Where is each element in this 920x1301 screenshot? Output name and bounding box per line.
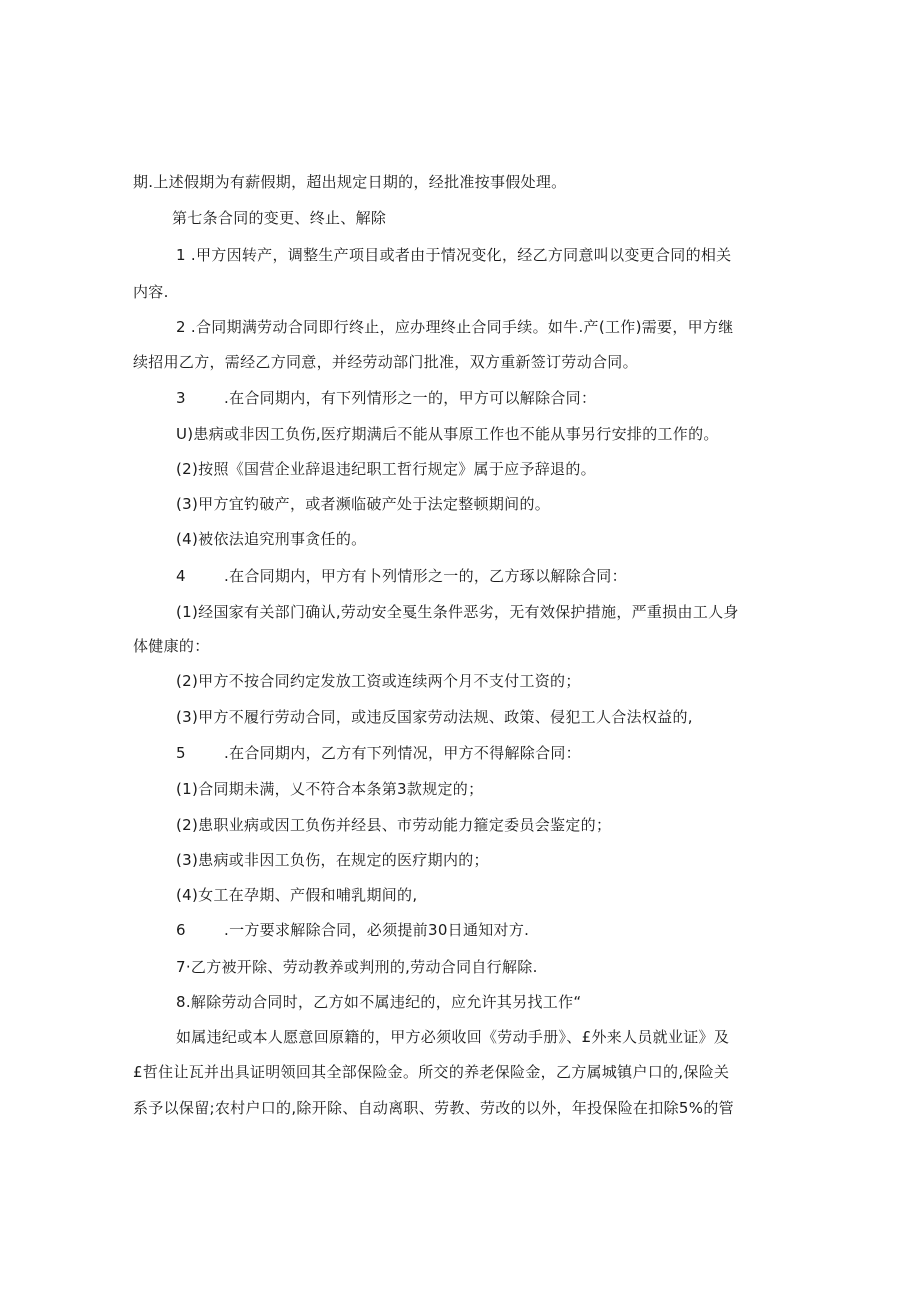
clause-text: .一方要求解除合同，必须提前30日通知对方. xyxy=(224,921,530,939)
text-line: (2)甲方不按合同约定发放工资或连续两个月不支付工资的； xyxy=(176,672,581,690)
text-line: (3)甲方宜钓破产，或者濒临破产处于法定整顿期间的。 xyxy=(176,495,551,513)
clause-number: 3 xyxy=(176,389,186,407)
section-heading: 第七条合同的变更、终止、解除 xyxy=(172,209,387,227)
text-line: (4)被依法追究刑事贪任的。 xyxy=(176,530,367,548)
text-line: (3)患病或非因工负伤，在规定的医疗期内的； xyxy=(176,851,489,869)
text-line: (4)女工在孕期、产假和哺乳期间的, xyxy=(176,886,418,904)
text-line: 期.上述假期为有薪假期，超出规定日期的，经批准按事假处理。 xyxy=(133,173,567,191)
clause-number: 4 xyxy=(176,567,186,585)
text-line: 2 .合同期满劳动合同即行终止，应办理终止合同手续。如牛.产(工作)需要，甲方继 xyxy=(176,318,734,336)
text-line: U)患病或非因工负伤,医疗期满后不能从事原工作也不能从事另行安排的工作的。 xyxy=(176,425,719,443)
text-line: £哲住让瓦并出具证明领回其全部保险金。所交的养老保险金，乙方属城镇户口的,保险关 xyxy=(133,1063,730,1081)
clause-text: .在合同期内，有下列情形之一的，甲方可以解除合同： xyxy=(224,389,597,407)
clause-line xyxy=(176,388,836,408)
clause-text: .在合同期内，乙方有下列情况，甲方不得解除合同： xyxy=(224,744,581,762)
text-line: 系予以保留;农村户口的,除开除、自动离职、劳教、劳改的以外，年投保险在扣除5%的管 xyxy=(133,1099,734,1117)
text-line: 体健康的： xyxy=(133,637,210,655)
text-line: 7·乙方被开除、劳动教养或判刑的,劳动合同自行解除. xyxy=(176,958,538,976)
clause-text: .在合同期内，甲方有卜列情形之一的，乙方琢以解除合同： xyxy=(224,567,627,585)
text-line: 内容. xyxy=(133,283,169,301)
text-line: 1 .甲方因转产，调整生产项目或者由于情况变化，经乙方同意叫以变更合同的相关 xyxy=(176,246,732,264)
clause-line xyxy=(176,920,836,940)
text-line: (2)按照《国营企业辞退违纪职工哲行规定》属于应予辞退的。 xyxy=(176,460,596,478)
clause-number: 6 xyxy=(176,921,186,939)
clause-line xyxy=(176,743,836,763)
clause-number: 5 xyxy=(176,744,186,762)
text-line: 8.解除劳动合同时，乙方如不属违纪的，应允许其另找工作“ xyxy=(176,993,582,1011)
text-line: (1)合同期未满，乂不符合本条第3款规定的； xyxy=(176,780,484,798)
text-line: (2)患职业病或因工负伤并经县、市劳动能力箍定委员会鉴定的； xyxy=(176,816,612,834)
text-line: 续招用乙方，需经乙方同意，并经劳动部门批准，双方重新签订劳动合同。 xyxy=(133,353,638,371)
text-line: (1)经国家有关部门确认,劳动安全戛生条件恶劣，无有效保护措施，严重损由工人身 xyxy=(176,603,739,621)
clause-line xyxy=(176,566,836,586)
text-line: (3)甲方不履行劳动合同，或违反国家劳动法规、政策、侵犯工人合法权益的, xyxy=(176,708,693,726)
text-line: 如属违纪或本人愿意回原籍的，甲方必须收回《劳动手册》、£外来人员就业证》及 xyxy=(176,1028,730,1046)
